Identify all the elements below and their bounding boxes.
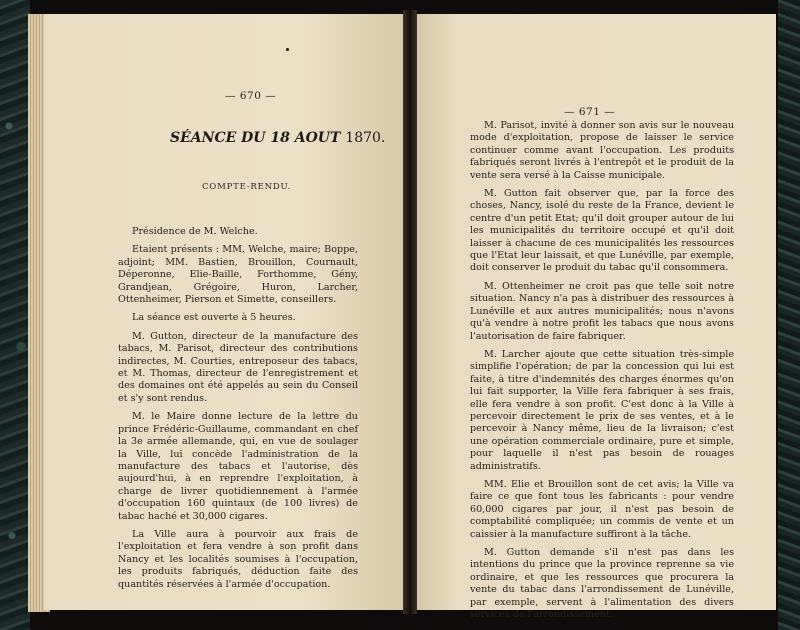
right-page-body [470,120,734,627]
book-cover-marbled-left [0,0,30,630]
paragraph: M. Larcher ajoute que cette situation très-simple simplifie l'opération; de par la concession qui lui est faite, à titre d'indemnités des charges énormes qu'on lui fait supporter, la Ville fera fabriquer à ses frais, elle fera vendre à son profit. C'est donc à la Ville à percevoir directement le prix de ses ventes, et à le percevoir à Nancy même, lieu de la livraison; c'est une opération commerciale ordinaire, pure et simple, pour laquelle il n'est pas besoin de rouages administratifs. [470,348,734,472]
paragraph: M. Ottenheimer ne croit pas que telle soit notre situation. Nancy n'a pas à distribuer des ressources à Lunéville et aux autres municipalités; nous n'avons qu'à vendre à notre profit les tabacs que nous avons l'autorisation de faire fabriquer. [470,280,734,342]
paragraph: M. le Maire donne lecture de la lettre du prince Frédéric-Guillaume, commandant en chef la 3e armée allemande, qui, en vue de soulager la Ville, lui concède l'administration de la manufacture des tabacs et l'autorise, dès aujourd'hui, à en reprendre l'exploitation, à charge de livrer quotidiennement à l'armée d'occupation 160 quintaux (de 100 livres) de tabac haché et 30,000 cigares. [118,411,358,522]
paragraph: La séance est ouverte à 5 heures. [132,312,296,324]
right-page-number: — 671 — [564,106,616,118]
left-page-number: — 670 — [225,90,277,102]
paragraph: MM. Elie et Brouillon sont de cet avis; la Ville va faire ce que font tous les fabricants : pour vendre 60,000 cigares par jour, il n'est pas besoin de comptabilité compliquée; un commis de vente et un caissier à la manufacture suffiront à la tâche. [470,478,734,540]
session-title-text: SÉANCE DU 18 AOUT [170,130,341,146]
ink-speck [286,48,289,51]
session-title-year: 1870. [345,130,386,146]
left-page-body [118,226,358,597]
paragraph: M. Parisot, invité à donner son avis sur le nouveau mode d'exploitation, propose de laisser le service continuer comme avant l'occupation. Les produits fabriqués seront livrés à l'entrepôt et le produit de la vente sera versé à la Caisse municipale. [470,120,734,181]
section-heading: COMPTE-RENDU. [202,182,292,192]
paragraph: Présidence de M. Welche. [132,226,258,237]
paragraph: M. Gutton demande s'il n'est pas dans les intentions du prince que la province reprenne sa vie ordinaire, et que les ressources que procurera la vente du tabac dans l'arrondissement de Lunéville, par exemple, servent à l'alimentation des divers services de l'arrondissement. [470,547,734,621]
session-title [170,130,385,146]
paragraph: La Ville aura à pourvoir aux frais de l'exploitation et fera vendre à son profit dans Nancy et les localités soumises à l'occupation, les produits fabriqués, déduction faite des quantités réservées à l'armée d'occupation. [118,528,358,590]
book-cover-marbled-right [778,0,800,630]
paragraph: M. Gutton, directeur de la manufacture des tabacs, M. Parisot, directeur des contributions indirectes, M. Courties, entreposeur des tabacs, et M. Thomas, directeur de l'enregistrement et des domaines ont été appelés au sein du Conseil et s'y sont rendus. [118,330,358,404]
paragraph: M. Gutton fait observer que, par la force des choses, Nancy, isolé du reste de la France, devient le centre d'un petit Etat; qu'il doit grouper autour de lui les municipalités du territoire occupé et qu'il doit laisser à chacune de ces municipalités les ressources que l'Etat leur laissait, et que Lunéville, par exemple, doit conserver le produit du tabac qu'il consommera. [470,188,734,274]
paragraph: Etaient présents : MM. Welche, maire; Boppe, adjoint; MM. Bastien, Brouillon, Cournault, Déperonne, Elie-Baille, Forthomme, Gény, Grandjean, Grégoire, Huron, Larcher, Ottenheimer, Pierson et Simette, conseillers. [118,244,358,306]
book-gutter [403,10,417,614]
